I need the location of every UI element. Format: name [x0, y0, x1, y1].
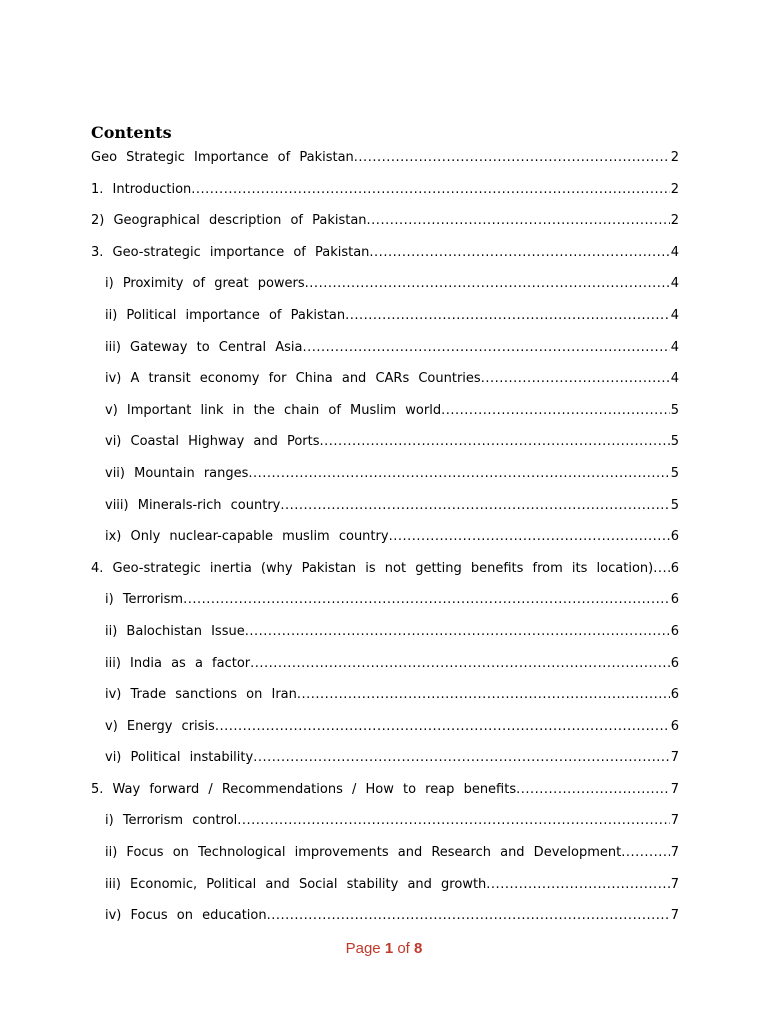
toc-dot-leader	[621, 843, 670, 863]
toc-dot-leader	[367, 211, 670, 231]
toc-dot-leader	[354, 148, 670, 168]
toc-entry-title[interactable]: vii) Mountain ranges	[105, 465, 249, 481]
page-separator: of	[397, 940, 410, 957]
toc-entry[interactable]	[91, 306, 679, 338]
toc-entry[interactable]	[91, 464, 679, 496]
page-footer	[0, 940, 768, 957]
toc-entry-title[interactable]: 3. Geo-strategic importance of Pakistan	[91, 244, 370, 260]
toc-entry-title[interactable]: Geo Strategic Importance of Pakistan	[91, 150, 354, 165]
toc-page-number[interactable]: 6	[670, 529, 679, 545]
toc-entry[interactable]	[91, 148, 679, 180]
toc-dot-leader	[369, 243, 669, 263]
toc-entry[interactable]	[91, 243, 679, 275]
toc-entry[interactable]	[91, 401, 679, 433]
toc-dot-leader	[516, 780, 670, 800]
toc-entry-title[interactable]: vi) Political instability	[105, 750, 254, 766]
toc-dot-leader	[183, 590, 670, 610]
toc-page-number[interactable]: 7	[670, 813, 679, 829]
toc-page-number[interactable]: 5	[670, 434, 679, 450]
toc-dot-leader	[267, 906, 670, 926]
current-page-number: 1	[384, 940, 394, 957]
toc-dot-leader	[320, 432, 670, 452]
toc-page-number[interactable]: 4	[670, 339, 679, 355]
toc-entry[interactable]	[91, 432, 679, 464]
toc-entry-title[interactable]: v) Important link in the chain of Muslim world	[105, 402, 442, 418]
toc-page-number[interactable]: 7	[670, 876, 679, 892]
toc-dot-leader	[250, 654, 670, 674]
toc-dot-leader	[441, 401, 670, 421]
toc-page-number[interactable]: 7	[670, 845, 679, 861]
toc-page-number[interactable]: 7	[670, 908, 679, 924]
toc-page-number[interactable]: 4	[670, 276, 679, 292]
toc-dot-leader	[653, 559, 670, 579]
toc-dot-leader	[481, 369, 670, 389]
toc-entry[interactable]	[91, 685, 679, 717]
toc-page-number[interactable]: 6	[670, 592, 679, 608]
toc-page-number[interactable]: 6	[670, 560, 679, 576]
toc-entry[interactable]	[91, 906, 679, 938]
toc-dot-leader	[191, 180, 669, 200]
toc-page-number[interactable]: 5	[670, 465, 679, 481]
toc-page-number[interactable]: 6	[670, 687, 679, 703]
toc-entry-title[interactable]: iii) Economic, Political and Social stability and growth	[105, 876, 487, 892]
toc-page-number[interactable]: 6	[670, 718, 679, 734]
toc-entry-title[interactable]: iv) Focus on education	[105, 908, 267, 924]
toc-entry[interactable]	[91, 622, 679, 654]
toc-entry-title[interactable]: i) Proximity of great powers	[105, 276, 305, 292]
table-of-contents	[91, 148, 679, 938]
toc-dot-leader	[248, 464, 669, 484]
toc-entry-title[interactable]: ix) Only nuclear-capable muslim country	[105, 529, 389, 545]
toc-entry[interactable]	[91, 496, 679, 528]
page-label: Page	[345, 940, 381, 957]
toc-entry-title[interactable]: i) Terrorism control	[105, 813, 238, 829]
toc-page-number[interactable]: 6	[670, 655, 679, 671]
toc-page-number[interactable]: 4	[670, 371, 679, 387]
toc-page-number[interactable]: 6	[670, 623, 679, 639]
toc-dot-leader	[245, 622, 670, 642]
toc-entry[interactable]	[91, 180, 679, 212]
toc-entry-title[interactable]: v) Energy crisis	[105, 718, 215, 734]
toc-page-number[interactable]: 2	[670, 150, 679, 165]
toc-entry[interactable]	[91, 211, 679, 243]
toc-page-number[interactable]: 5	[670, 497, 679, 513]
toc-entry-title[interactable]: iv) A transit economy for China and CARs Countries	[105, 371, 481, 387]
toc-entry-title[interactable]: ii) Political importance of Pakistan	[105, 307, 346, 323]
toc-dot-leader	[486, 875, 669, 895]
toc-entry-title[interactable]: viii) Minerals-rich country	[105, 497, 281, 513]
toc-page-number[interactable]: 7	[670, 781, 679, 797]
toc-entry-title[interactable]: iii) India as a factor	[105, 655, 251, 671]
toc-dot-leader	[303, 338, 670, 358]
toc-page-number[interactable]: 7	[670, 750, 679, 766]
toc-dot-leader	[345, 306, 670, 326]
toc-entry-title[interactable]: ii) Focus on Technological improvements and Research and Development	[105, 845, 622, 861]
toc-entry-title[interactable]: i) Terrorism	[105, 592, 184, 608]
toc-page-number[interactable]: 2	[670, 213, 679, 229]
toc-dot-leader	[237, 811, 669, 831]
toc-entry[interactable]	[91, 717, 679, 749]
contents-heading: Contents	[91, 123, 172, 142]
toc-entry[interactable]	[91, 274, 679, 306]
toc-entry[interactable]	[91, 527, 679, 559]
toc-dot-leader	[280, 496, 669, 516]
toc-entry[interactable]	[91, 748, 679, 780]
total-pages-number: 8	[414, 940, 423, 957]
toc-dot-leader	[305, 274, 670, 294]
toc-entry[interactable]	[91, 369, 679, 401]
toc-entry-title[interactable]: ii) Balochistan Issue	[105, 623, 245, 639]
toc-entry-title[interactable]: iii) Gateway to Central Asia	[105, 339, 303, 355]
toc-entry[interactable]	[91, 811, 679, 843]
toc-entry[interactable]	[91, 338, 679, 370]
toc-dot-leader	[253, 748, 670, 768]
toc-entry-title[interactable]: iv) Trade sanctions on Iran	[105, 687, 297, 703]
toc-dot-leader	[297, 685, 670, 705]
toc-entry[interactable]	[91, 780, 679, 812]
toc-entry[interactable]	[91, 559, 679, 591]
toc-entry-title[interactable]: 1. Introduction	[91, 181, 192, 197]
toc-page-number[interactable]: 2	[670, 181, 679, 197]
toc-entry[interactable]	[91, 843, 679, 875]
toc-entry-title[interactable]: vi) Coastal Highway and Ports	[105, 434, 320, 450]
toc-entry-title[interactable]: 4. Geo-strategic inertia (why Pakistan is not getting benefits from its location)	[91, 560, 654, 576]
toc-dot-leader	[389, 527, 670, 547]
toc-page-number[interactable]: 5	[670, 402, 679, 418]
toc-page-number[interactable]: 4	[670, 244, 679, 260]
toc-page-number[interactable]: 4	[670, 307, 679, 323]
toc-dot-leader	[215, 717, 670, 737]
toc-entry-title[interactable]: 5. Way forward / Recommendations / How to reap benefits	[91, 781, 517, 797]
toc-entry[interactable]	[91, 590, 679, 622]
toc-entry[interactable]	[91, 654, 679, 686]
toc-entry-title[interactable]: 2) Geographical description of Pakistan	[91, 213, 367, 229]
toc-entry[interactable]	[91, 875, 679, 907]
